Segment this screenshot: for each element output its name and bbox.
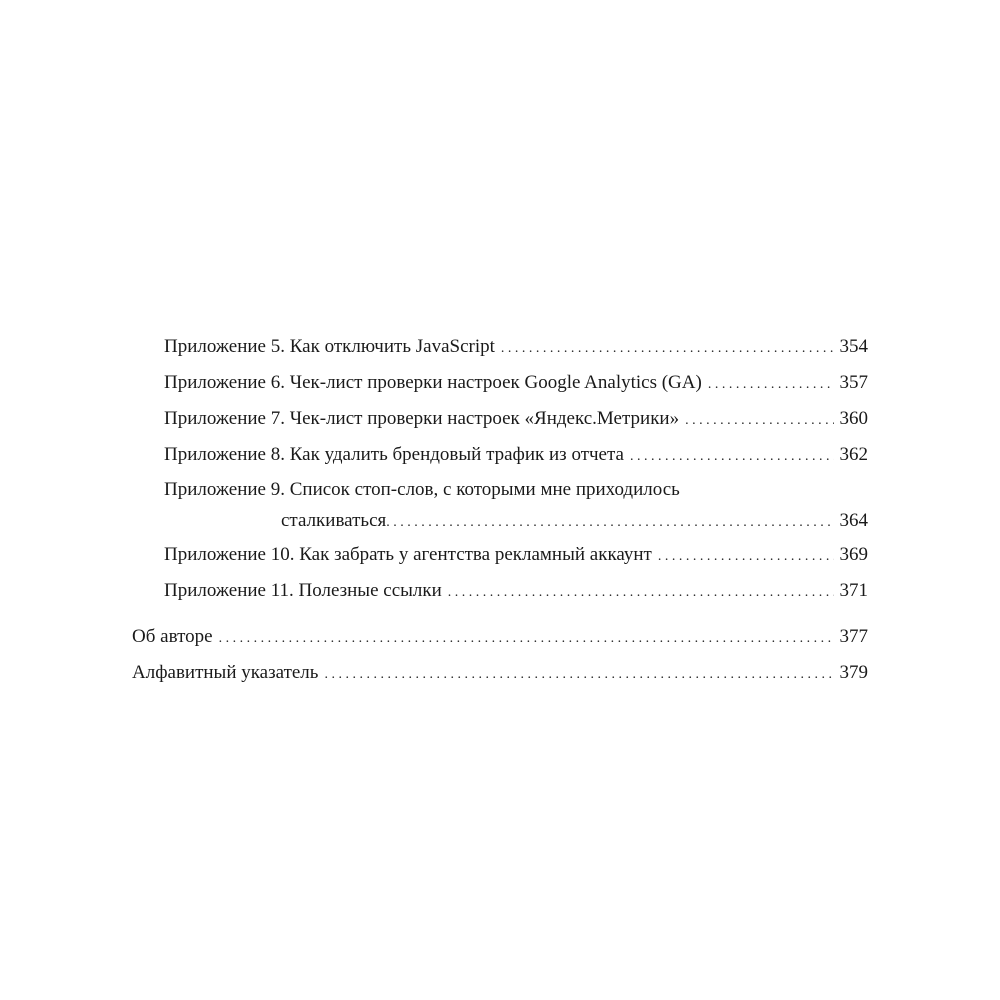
toc-entry-appendix-10[interactable] [132,538,868,574]
dot-leader [386,506,833,538]
dot-leader [630,438,834,474]
toc-entry-page: 360 [839,408,868,429]
toc-entry-appendix-11[interactable] [132,574,868,610]
table-of-contents [132,330,868,692]
toc-entry-label-line1: Приложение 9. Список стоп-слов, с которыми мне приходилось [164,479,680,500]
dot-leader [448,574,834,610]
toc-entry-page: 354 [839,336,868,357]
toc-entry-label: Приложение 6. Чек-лист проверки настроек Google Analytics (GA) [164,372,702,393]
dot-leader [501,330,834,366]
dot-leader [685,402,833,438]
dot-leader [219,620,834,656]
toc-entry-label-line2: сталкиваться [281,510,387,531]
toc-entry-page: 364 [839,510,868,531]
toc-entry-page: 377 [839,626,868,647]
toc-entry-appendix-8[interactable] [132,438,868,474]
toc-entry-appendix-6[interactable] [132,366,868,402]
toc-entry-label: Приложение 7. Чек-лист проверки настроек «Яндекс.Метрики» [164,408,680,429]
dot-leader [708,366,834,402]
toc-entry-page: 369 [839,544,868,565]
toc-entry-appendix-5[interactable] [132,330,868,366]
toc-entry-appendix-7[interactable] [132,402,868,438]
toc-entry-index[interactable] [132,656,868,692]
toc-entry-page: 357 [839,372,868,393]
toc-entry-about-author[interactable] [132,620,868,656]
toc-entry-page: 371 [839,580,868,601]
toc-entry-label: Приложение 8. Как удалить брендовый трафик из отчета [164,444,624,465]
dot-leader [658,538,834,574]
toc-entry-label: Приложение 10. Как забрать у агентства рекламный аккаунт [164,544,652,565]
toc-entry-page: 362 [839,444,868,465]
toc-entry-label: Алфавитный указатель [132,662,319,683]
toc-entry-label: Об авторе [132,626,213,647]
dot-leader [324,656,833,692]
toc-entry-appendix-9[interactable] [132,474,868,538]
toc-entry-label: Приложение 5. Как отключить JavaScript [164,336,495,357]
toc-entry-label: Приложение 11. Полезные ссылки [164,580,442,601]
toc-entry-page: 379 [839,662,868,683]
